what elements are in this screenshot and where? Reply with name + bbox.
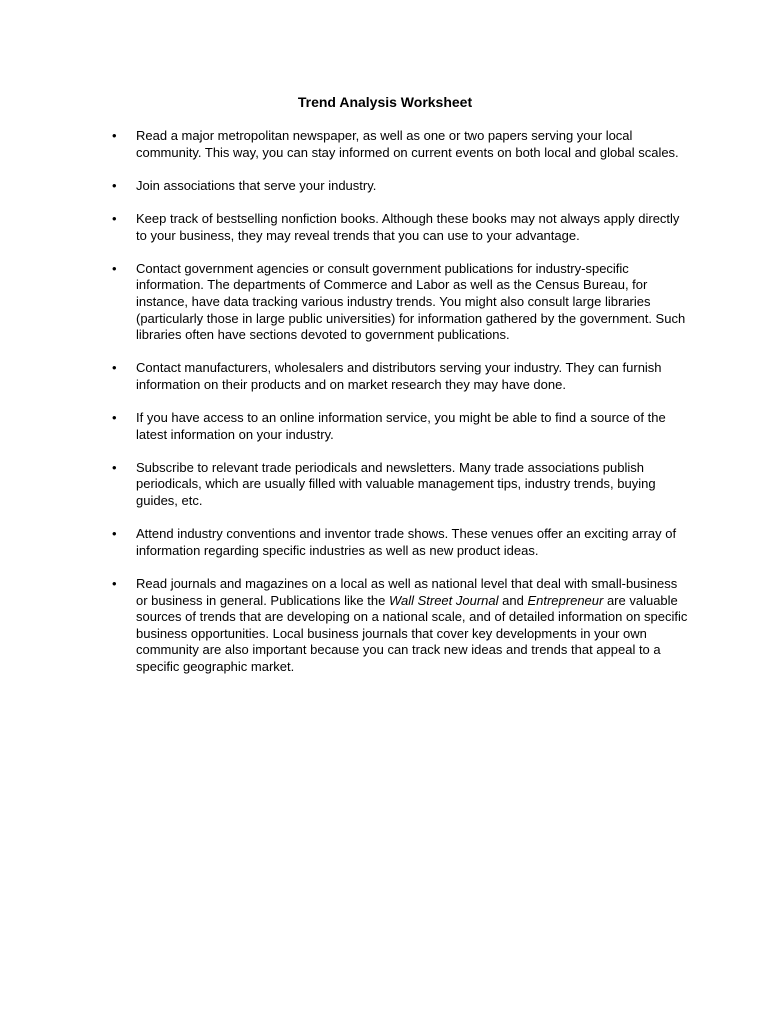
list-item-text: If you have access to an online information service, you might be able to find a source of the latest information on your industry.	[136, 410, 666, 442]
list-item-text	[136, 576, 692, 676]
page-title: Trend Analysis Worksheet	[297, 94, 473, 110]
list-item	[112, 410, 692, 443]
list-item-text: Read a major metropolitan newspaper, as well as one or two papers serving your local community. This way, you can stay informed on current events on both local and global scales.	[136, 128, 679, 160]
list-item	[112, 460, 692, 510]
bullet-marker: •	[112, 526, 117, 542]
list-item-text: Join associations that serve your industry.	[136, 177, 377, 193]
list-item	[112, 576, 692, 676]
list-item-text: Contact manufacturers, wholesalers and distributors serving your industry. They can furnish information on their products and on market research they may have done.	[136, 360, 662, 392]
list-item-text: Subscribe to relevant trade periodicals and newsletters. Many trade associations publish periodicals, which are usually filled with valuable management tips, industry trends, buying guides, etc.	[136, 459, 656, 509]
bullet-list	[112, 128, 692, 692]
text-run: Read journals and magazines on a local as well as national level that deal with small-business or business in general. Publications like the	[136, 576, 678, 608]
publication-title: Wall Street Journal	[388, 592, 499, 608]
list-item	[112, 526, 692, 559]
list-item	[112, 261, 692, 344]
bullet-marker: •	[112, 260, 117, 276]
bullet-marker: •	[112, 128, 117, 143]
text-run: are valuable sources of trends that are developing on a national scale, and of detailed information on specific business opportunities. Local business journals that cover key developments in your own community are also important because you can track new ideas and trends that appeal to a specific geographic market.	[136, 592, 688, 674]
list-item-text: Contact government agencies or consult government publications for industry-specific information. The departments of Commerce and Labor as well as the Census Bureau, for instance, have data tracking various industry trends. You might also consult large libraries (particularly those in large public universities) for information gathered by the government. Such libraries often have sections devoted to government publications.	[136, 260, 686, 343]
bullet-marker: •	[112, 177, 117, 193]
bullet-marker: •	[112, 360, 117, 376]
bullet-marker: •	[112, 576, 117, 592]
bullet-marker: •	[112, 210, 117, 226]
list-item	[112, 178, 692, 195]
text-run: and	[498, 592, 528, 608]
list-item	[112, 128, 692, 161]
list-item-text: Keep track of bestselling nonfiction books. Although these books may not always apply directly to your business, they may reveal trends that you can use to your advantage.	[136, 210, 680, 243]
bullet-marker: •	[112, 410, 117, 426]
list-item-text: Attend industry conventions and inventor trade shows. These venues offer an exciting array of information regarding specific industries as well as new product ideas.	[136, 526, 677, 558]
list-item	[112, 211, 692, 244]
list-item	[112, 360, 692, 393]
bullet-marker: •	[112, 459, 117, 475]
publication-title: Entrepreneur	[527, 592, 604, 608]
